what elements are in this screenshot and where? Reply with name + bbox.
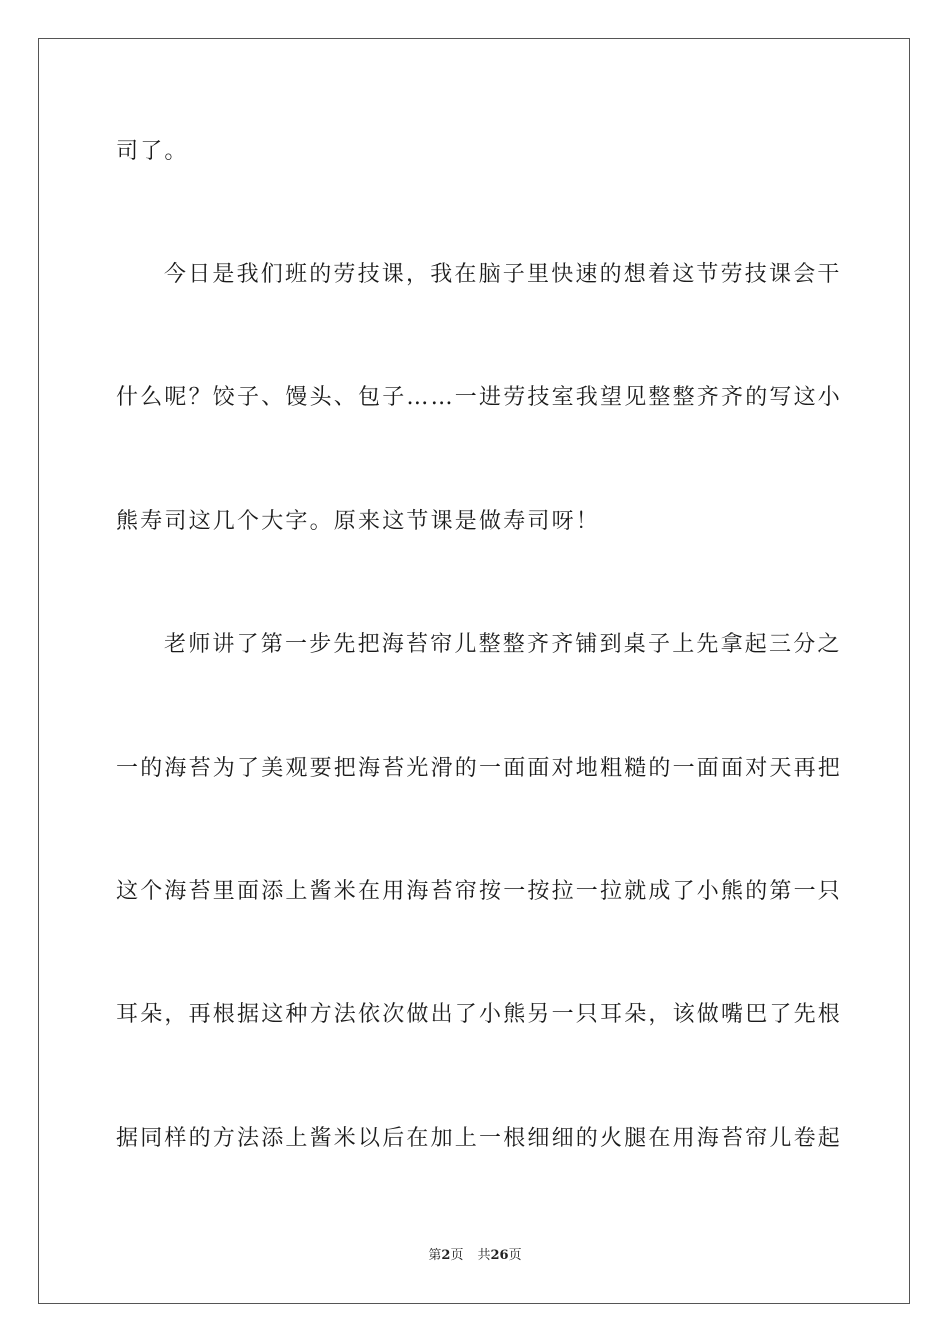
text-line: 据同样的方法添上酱米以后在加上一根细细的火腿在用海苔帘儿卷起 <box>116 1126 843 1151</box>
paragraph-first-line: 老师讲了第一步先把海苔帘儿整整齐齐铺到桌子上先拿起三分之 <box>164 632 842 657</box>
page-prefix: 第 <box>428 1248 442 1263</box>
page-border <box>38 38 910 1304</box>
total-prefix: 共 <box>477 1248 491 1263</box>
page-suffix: 页 <box>450 1248 464 1263</box>
total-suffix: 页 <box>508 1248 522 1263</box>
text-line: 司了。 <box>116 139 189 164</box>
text-line: 什么呢？饺子、馒头、包子……一进劳技室我望见整整齐齐的写这小 <box>116 385 843 410</box>
current-page-number: 2 <box>441 1248 451 1263</box>
text-line: 熊寿司这几个大字。原来这节课是做寿司呀！ <box>116 509 601 534</box>
total-page-number: 26 <box>490 1248 509 1263</box>
page-footer <box>0 1247 950 1265</box>
text-line: 一的海苔为了美观要把海苔光滑的一面面对地粗糙的一面面对天再把 <box>116 756 843 781</box>
text-line: 耳朵，再根据这种方法依次做出了小熊另一只耳朵，该做嘴巴了先根 <box>116 1002 843 1027</box>
paragraph-first-line: 今日是我们班的劳技课，我在脑子里快速的想着这节劳技课会干 <box>164 262 842 287</box>
text-line: 这个海苔里面添上酱米在用海苔帘按一按拉一拉就成了小熊的第一只 <box>116 879 843 904</box>
